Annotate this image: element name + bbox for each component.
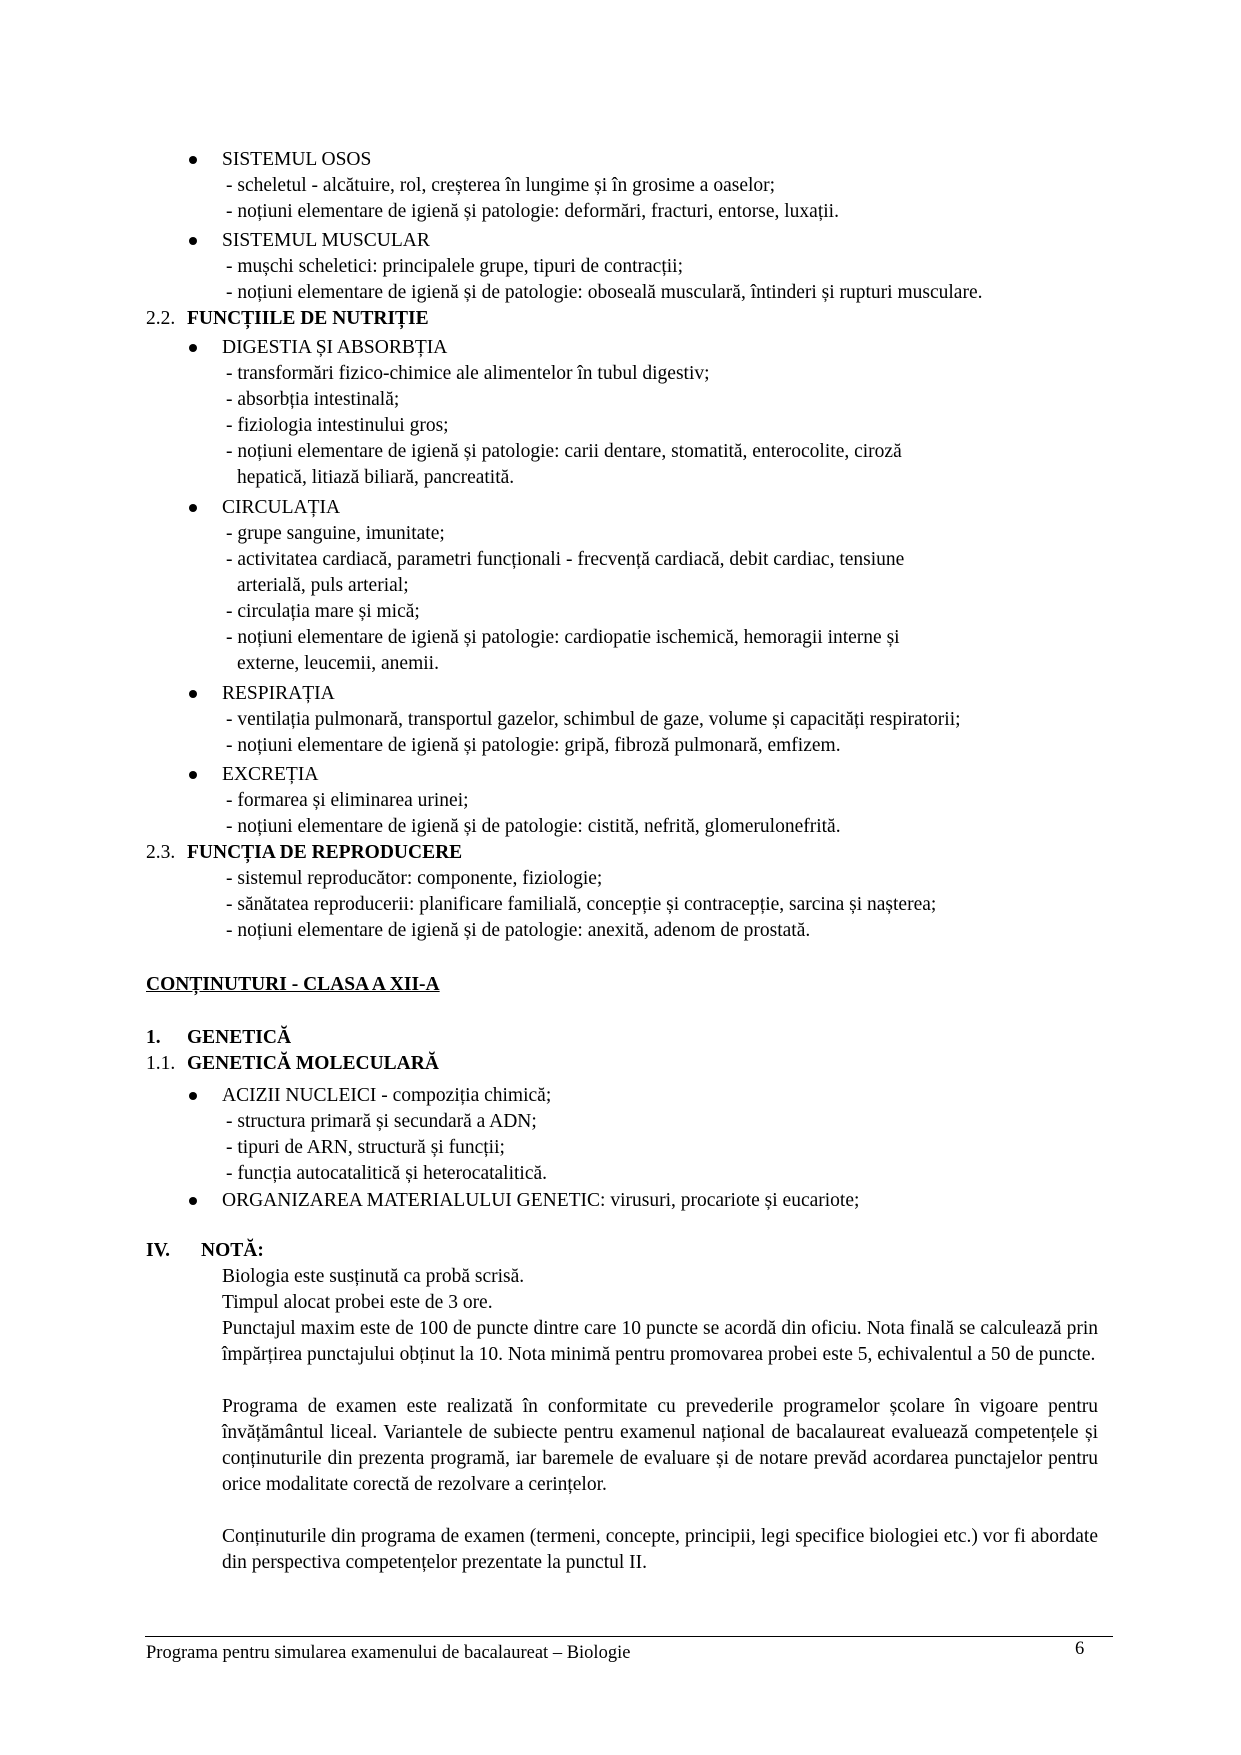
footer-title: Programa pentru simularea examenului de bacalaureat – Biologie (146, 1643, 631, 1663)
list-item: - noțiuni elementare de igienă și patologie: gripă, fibroză pulmonară, emfizem. (226, 735, 841, 756)
list-item: - sănătatea reproducerii: planificare familială, concepție și contracepție, sarcina și nașterea; (226, 894, 937, 915)
list-item: - transformări fizico-chimice ale alimentelor în tubul digestiv; (226, 363, 710, 384)
bullet-icon (189, 237, 197, 245)
list-item: - formarea și eliminarea urinei; (226, 790, 469, 811)
list-item: - sistemul reproducător: componente, fiziologie; (226, 868, 603, 889)
list-item: - circulația mare și mică; (226, 601, 420, 622)
list-item: - mușchi scheletici: principalele grupe, tipuri de contracții; (226, 256, 684, 277)
list-item-title: SISTEMUL MUSCULAR (222, 230, 430, 251)
list-item: - noțiuni elementare de igienă și de patologie: cistită, nefrită, glomerulonefrită. (226, 816, 841, 837)
list-item: - noțiuni elementare de igienă și de patologie: anexită, adenom de prostată. (226, 920, 811, 941)
note-paragraph: Conținuturile din programa de examen (termeni, concepte, principii, legi specifice biologiei etc.) vor fi abordate din perspectiva competențelor prezentate la punctul II. (222, 1526, 1098, 1573)
list-item: - activitatea cardiacă, parametri funcționali - frecvență cardiacă, debit cardiac, tensiune (226, 549, 905, 570)
list-item: - ventilația pulmonară, transportul gazelor, schimbul de gaze, volume și capacități respiratorii; (226, 709, 961, 730)
list-item: - funcția autocatalitică și heterocatalitică. (226, 1163, 548, 1184)
list-item: - scheletul - alcătuire, rol, creșterea în lungime și în grosime a oaselor; (226, 175, 776, 196)
list-item: - absorbția intestinală; (226, 389, 400, 410)
section-heading: GENETICĂ (187, 1027, 292, 1048)
bullet-icon (189, 344, 197, 352)
section-number: IV. (146, 1240, 171, 1261)
bullet-icon (189, 156, 197, 164)
section-heading: GENETICĂ MOLECULARĂ (187, 1053, 439, 1074)
bullet-icon (189, 1092, 197, 1100)
bullet-icon (189, 1197, 197, 1205)
list-item-title: ACIZII NUCLEICI - compoziția chimică; (222, 1085, 552, 1106)
page-heading: CONȚINUTURI - CLASA A XII-A (146, 974, 440, 995)
list-item-title: SISTEMUL OSOS (222, 149, 372, 170)
list-item-continuation: arterială, puls arterial; (237, 575, 409, 596)
note-line: Biologia este susținută ca probă scrisă. (222, 1266, 525, 1287)
section-number: 2.2. (146, 308, 176, 329)
note-paragraph: Punctajul maxim este de 100 de puncte dintre care 10 puncte se acordă din oficiu. Nota finală se calculează prin împărțirea punctajului obținut la 10. Nota minimă pentru promovarea probei este 5, echivalentul a 50 de puncte. (222, 1318, 1098, 1365)
list-item: - structura primară și secundară a ADN; (226, 1111, 537, 1132)
list-item: - fiziologia intestinului gros; (226, 415, 449, 436)
list-item: - noțiuni elementare de igienă și patologie: deformări, fracturi, entorse, luxații. (226, 201, 839, 222)
bullet-icon (189, 771, 197, 779)
list-item-continuation: hepatică, litiază biliară, pancreatită. (237, 467, 515, 488)
section-heading: NOTĂ: (201, 1240, 264, 1261)
section-number: 2.3. (146, 842, 176, 863)
list-item: - noțiuni elementare de igienă și patologie: cardiopatie ischemică, hemoragii interne și (226, 627, 900, 648)
note-line: Timpul alocat probei este de 3 ore. (222, 1292, 493, 1313)
list-item-title: DIGESTIA ȘI ABSORBȚIA (222, 337, 448, 358)
list-item-title: RESPIRAȚIA (222, 683, 335, 704)
footer-divider (145, 1636, 1113, 1637)
note-paragraph: Programa de examen este realizată în conformitate cu prevederile programelor școlare în vigoare pentru învățământul liceal. Variantele de subiecte pentru examenul național de bacalaureat evaluează competențele și conținuturile din prezenta programă, iar baremele de evaluare și de notare prevăd acordarea punctajelor pentru orice modalitate corectă de rezolvare a cerințelor. (222, 1396, 1098, 1495)
section-heading: FUNCȚIA DE REPRODUCERE (187, 842, 463, 863)
section-number: 1. (146, 1027, 161, 1048)
list-item-title: EXCREȚIA (222, 764, 319, 785)
list-item-title: ORGANIZAREA MATERIALULUI GENETIC: virusuri, procariote și eucariote; (222, 1190, 860, 1211)
bullet-icon (189, 504, 197, 512)
bullet-icon (189, 690, 197, 698)
section-number: 1.1. (146, 1053, 176, 1074)
section-heading: FUNCȚIILE DE NUTRIȚIE (187, 308, 429, 329)
list-item-continuation: externe, leucemii, anemii. (237, 653, 439, 674)
list-item: - grupe sanguine, imunitate; (226, 523, 445, 544)
list-item: - noțiuni elementare de igienă și de patologie: oboseală musculară, întinderi și rupturi musculare. (226, 282, 983, 303)
list-item: - noțiuni elementare de igienă și patologie: carii dentare, stomatită, enterocolite, ciroză (226, 441, 902, 462)
page-number: 6 (1075, 1639, 1085, 1659)
list-item: - tipuri de ARN, structură și funcții; (226, 1137, 505, 1158)
list-item-title: CIRCULAȚIA (222, 497, 341, 518)
